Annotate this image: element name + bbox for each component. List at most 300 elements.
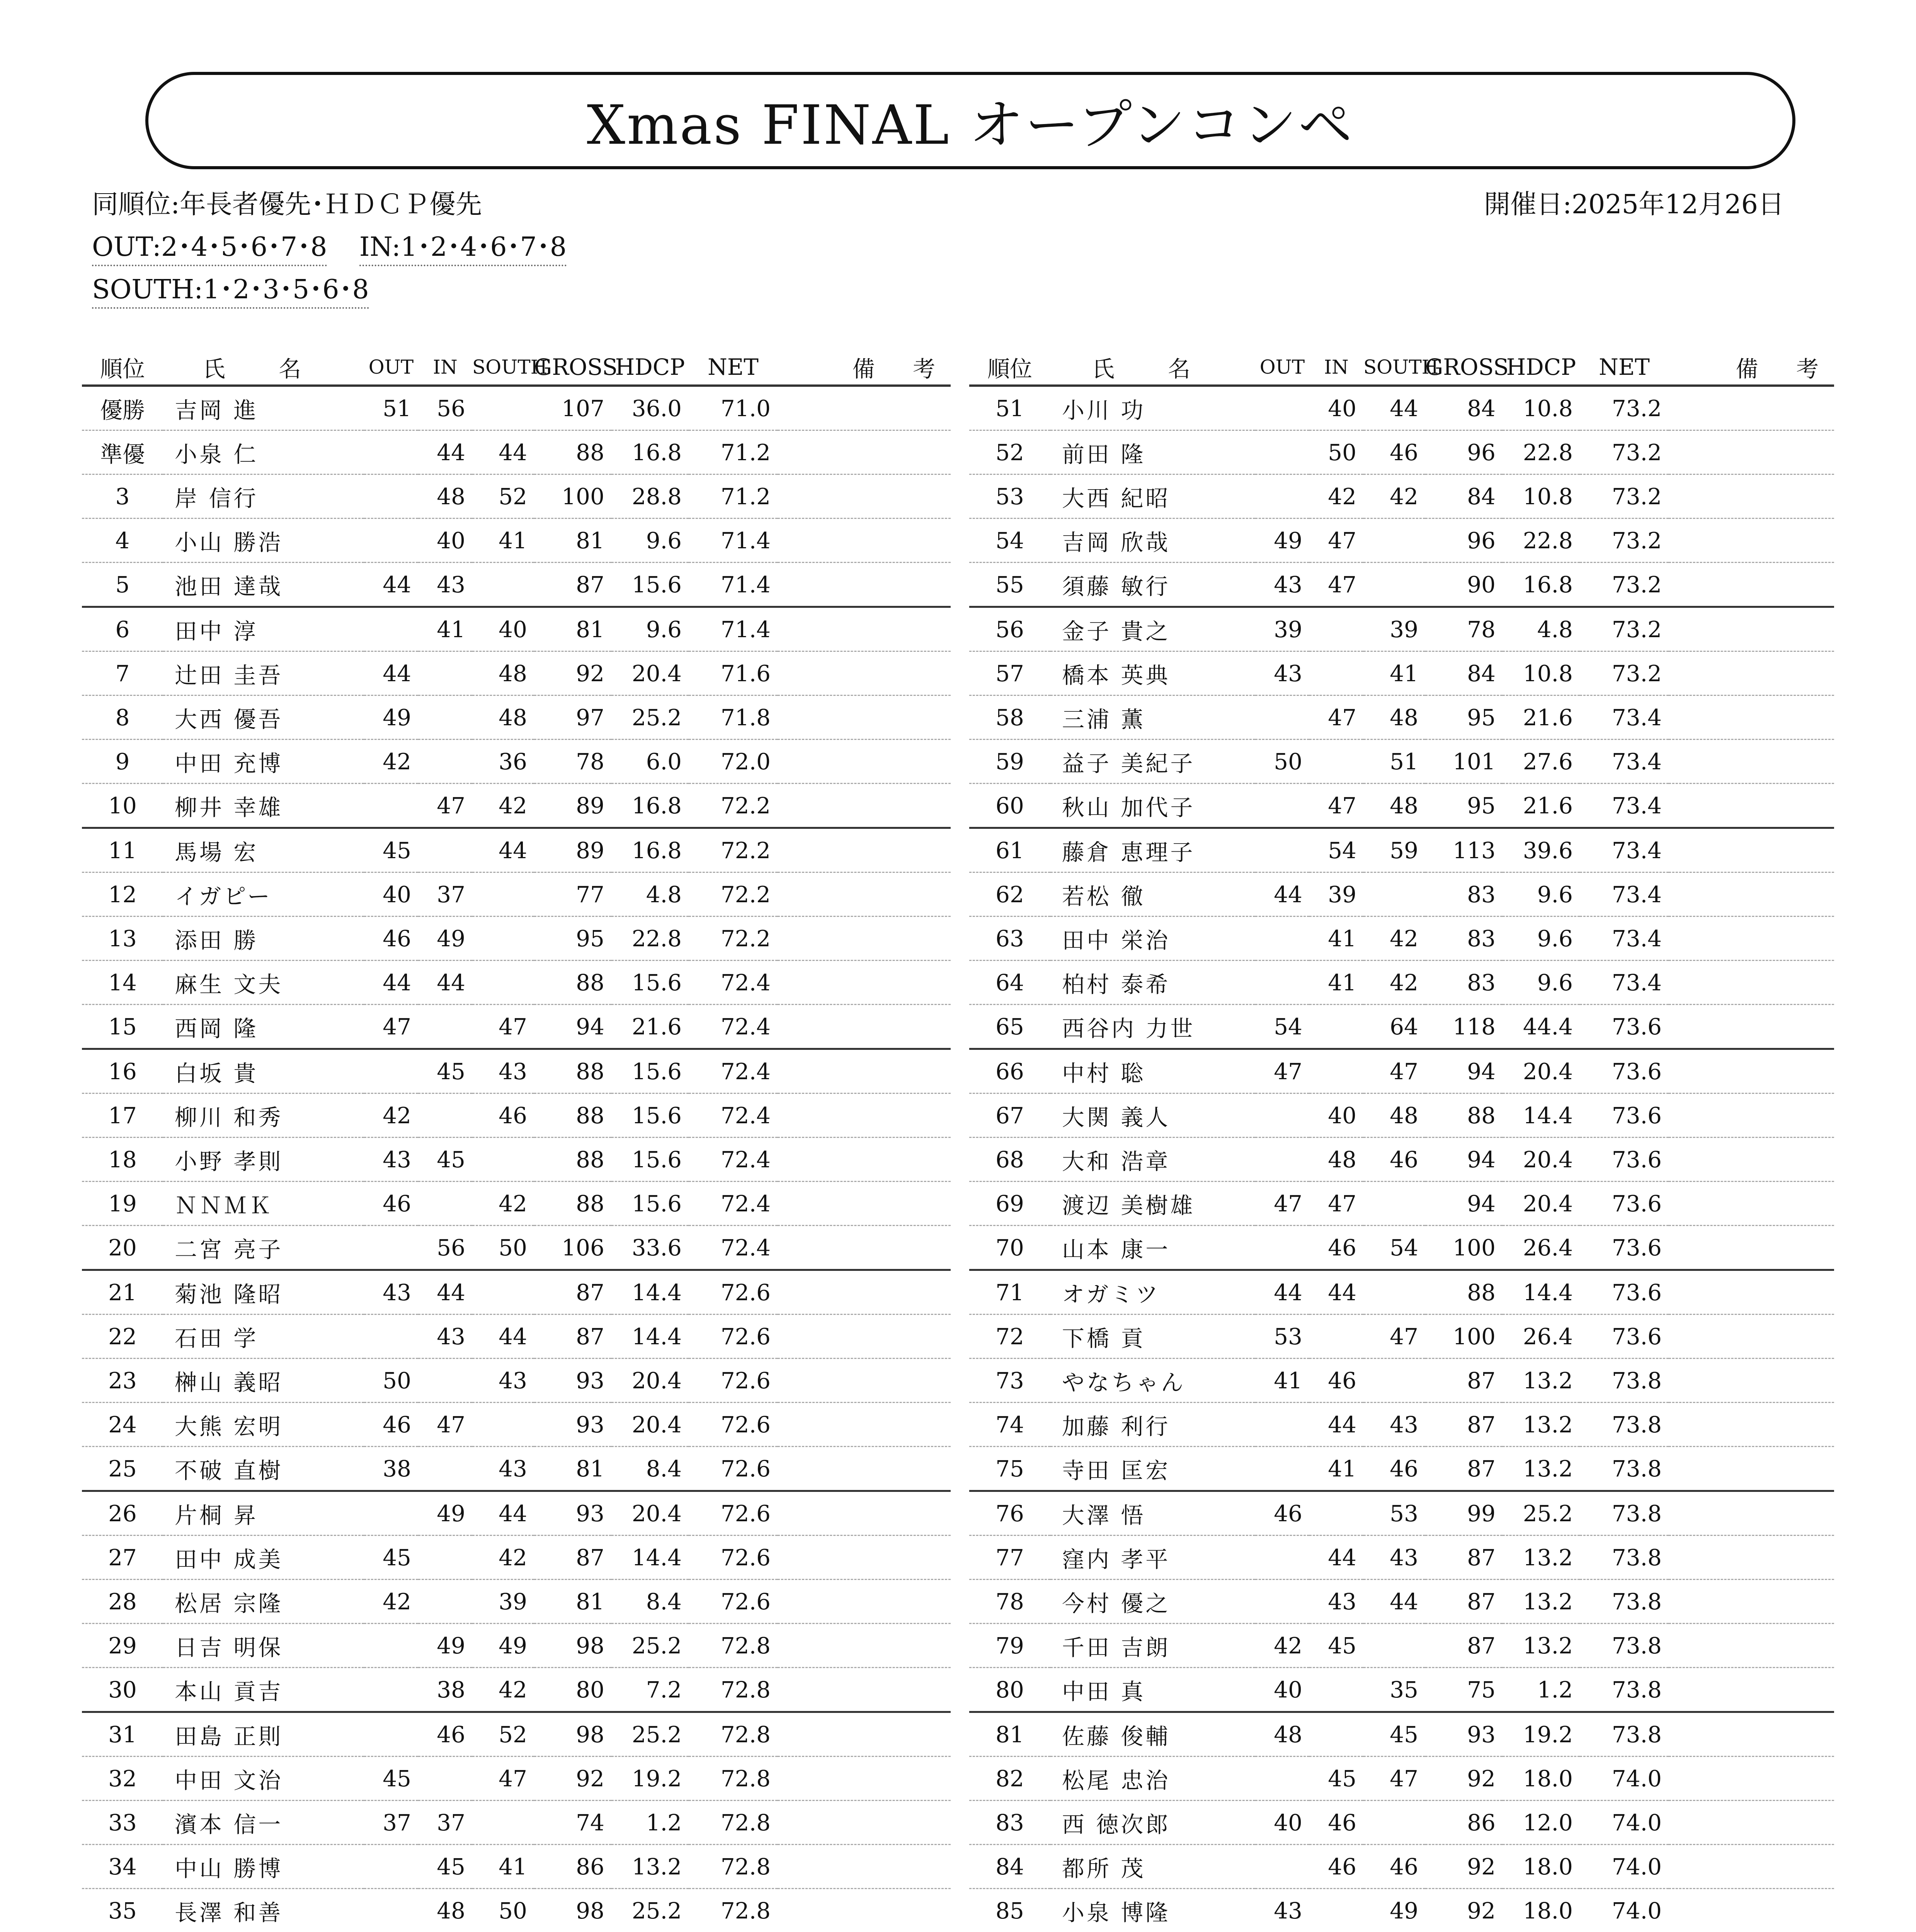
out-cell: 47: [1255, 1049, 1309, 1094]
col-net: NET: [1580, 350, 1669, 386]
name-cell: 田島 正則: [163, 1712, 364, 1757]
out-cell: 43: [1255, 651, 1309, 696]
south-cell: 39: [1363, 607, 1425, 651]
remarks-cell: [778, 430, 951, 474]
table-row: [969, 474, 1834, 519]
net-cell: 72.8: [689, 1801, 778, 1845]
table-row: [82, 563, 951, 607]
name-cell: 西岡 隆: [163, 1005, 364, 1049]
out-cell: 46: [364, 1182, 418, 1226]
hdcp-cell: 19.2: [611, 1757, 689, 1801]
gross-cell: 94: [1425, 1138, 1503, 1182]
name-cell: 日吉 明保: [163, 1624, 364, 1668]
gross-cell: 87: [534, 563, 611, 607]
net-cell: 72.6: [689, 1403, 778, 1447]
rank-cell: 60: [969, 784, 1050, 828]
net-cell: 72.8: [689, 1889, 778, 1932]
gross-cell: 98: [534, 1712, 611, 1757]
rank-cell: 13: [82, 917, 163, 961]
table-row: [82, 1580, 951, 1624]
remarks-cell: [1669, 1712, 1834, 1757]
rank-cell: 69: [969, 1182, 1050, 1226]
table-row: [969, 1359, 1834, 1403]
south-cell: 42: [1363, 474, 1425, 519]
remarks-cell: [1669, 1580, 1834, 1624]
hdcp-cell: 10.8: [1503, 386, 1580, 430]
in-cell: [1309, 1668, 1363, 1712]
south-cell: [472, 386, 534, 430]
table-row: [969, 1403, 1834, 1447]
gross-cell: 97: [534, 696, 611, 740]
gross-cell: 80: [534, 1668, 611, 1712]
col-in: IN: [418, 350, 472, 386]
net-cell: 73.8: [1580, 1403, 1669, 1447]
remarks-cell: [1669, 1005, 1834, 1049]
hdcp-cell: 14.4: [1503, 1270, 1580, 1315]
name-cell: 馬場 宏: [163, 828, 364, 872]
in-cell: [418, 1094, 472, 1138]
out-cell: 45: [364, 828, 418, 872]
name-cell: 小泉 仁: [163, 430, 364, 474]
remarks-cell: [778, 828, 951, 872]
table-row: [969, 1536, 1834, 1580]
rank-cell: 9: [82, 740, 163, 784]
rank-cell: 70: [969, 1226, 1050, 1270]
net-cell: 73.8: [1580, 1580, 1669, 1624]
name-cell: 藤倉 恵理子: [1050, 828, 1255, 872]
table-row: [969, 696, 1834, 740]
table-row: [82, 1668, 951, 1712]
table-row: [82, 872, 951, 917]
in-cell: [1309, 740, 1363, 784]
name-cell: 岸 信行: [163, 474, 364, 519]
rank-cell: 68: [969, 1138, 1050, 1182]
south-cell: 36: [472, 740, 534, 784]
gross-cell: 94: [534, 1005, 611, 1049]
out-cell: 49: [1255, 519, 1309, 563]
rank-cell: 33: [82, 1801, 163, 1845]
out-cell: [364, 430, 418, 474]
in-cell: 46: [418, 1712, 472, 1757]
rank-cell: 78: [969, 1580, 1050, 1624]
table-row: [969, 961, 1834, 1005]
table-row: [969, 1889, 1834, 1932]
gross-cell: 83: [1425, 917, 1503, 961]
net-cell: 73.6: [1580, 1094, 1669, 1138]
remarks-cell: [778, 607, 951, 651]
hdcp-cell: 26.4: [1503, 1315, 1580, 1359]
net-cell: 72.8: [689, 1757, 778, 1801]
in-cell: 46: [1309, 1226, 1363, 1270]
remarks-cell: [1669, 1359, 1834, 1403]
in-cell: [1309, 651, 1363, 696]
hdcp-cell: 13.2: [1503, 1447, 1580, 1491]
in-cell: [1309, 1491, 1363, 1536]
out-cell: [364, 1845, 418, 1889]
gross-cell: 88: [534, 1138, 611, 1182]
remarks-cell: [778, 696, 951, 740]
table-row: [969, 651, 1834, 696]
gross-cell: 98: [534, 1624, 611, 1668]
name-cell: 添田 勝: [163, 917, 364, 961]
hdcp-cell: 16.8: [611, 828, 689, 872]
table-row: [82, 1359, 951, 1403]
remarks-cell: [778, 1447, 951, 1491]
remarks-cell: [1669, 1403, 1834, 1447]
gross-cell: 87: [534, 1536, 611, 1580]
table-row: [82, 1447, 951, 1491]
net-cell: 73.2: [1580, 519, 1669, 563]
out-cell: 43: [364, 1270, 418, 1315]
col-out: OUT: [1255, 350, 1309, 386]
net-cell: 73.8: [1580, 1668, 1669, 1712]
name-cell: 中田 真: [1050, 1668, 1255, 1712]
remarks-cell: [1669, 519, 1834, 563]
table-row: [969, 1226, 1834, 1270]
south-cell: 42: [472, 784, 534, 828]
table-row: [969, 1757, 1834, 1801]
rank-cell: 35: [82, 1889, 163, 1932]
table-row: [969, 563, 1834, 607]
rank-cell: 76: [969, 1491, 1050, 1536]
remarks-cell: [778, 740, 951, 784]
net-cell: 73.8: [1580, 1359, 1669, 1403]
name-cell: 柳川 和秀: [163, 1094, 364, 1138]
name-cell: 麻生 文夫: [163, 961, 364, 1005]
rank-cell: 23: [82, 1359, 163, 1403]
net-cell: 73.8: [1580, 1712, 1669, 1757]
out-cell: 48: [1255, 1712, 1309, 1757]
south-cell: 42: [472, 1536, 534, 1580]
col-rank: 順位: [969, 350, 1050, 386]
net-cell: 73.2: [1580, 386, 1669, 430]
gross-cell: 90: [1425, 563, 1503, 607]
name-cell: 佐藤 俊輔: [1050, 1712, 1255, 1757]
name-cell: 大西 優吾: [163, 696, 364, 740]
in-cell: [1309, 1049, 1363, 1094]
net-cell: 72.4: [689, 1226, 778, 1270]
col-in: IN: [1309, 350, 1363, 386]
south-cell: 50: [472, 1226, 534, 1270]
in-cell: [1309, 1889, 1363, 1932]
out-cell: [1255, 696, 1309, 740]
gross-cell: 77: [534, 872, 611, 917]
name-cell: 不破 直樹: [163, 1447, 364, 1491]
out-cell: [364, 1624, 418, 1668]
header-row: [82, 350, 951, 386]
table-row: [82, 651, 951, 696]
net-cell: 73.2: [1580, 563, 1669, 607]
south-cell: 42: [472, 1668, 534, 1712]
gross-cell: 98: [534, 1889, 611, 1932]
remarks-cell: [778, 1359, 951, 1403]
name-cell: 都所 茂: [1050, 1845, 1255, 1889]
out-cell: [1255, 1447, 1309, 1491]
rank-cell: 3: [82, 474, 163, 519]
in-cell: 45: [418, 1049, 472, 1094]
name-cell: 小野 孝則: [163, 1138, 364, 1182]
out-cell: 43: [364, 1138, 418, 1182]
name-cell: 今村 優之: [1050, 1580, 1255, 1624]
remarks-cell: [1669, 1845, 1834, 1889]
rank-cell: 準優: [82, 430, 163, 474]
in-cell: [1309, 607, 1363, 651]
remarks-cell: [1669, 828, 1834, 872]
in-cell: 50: [1309, 430, 1363, 474]
net-cell: 72.2: [689, 917, 778, 961]
in-cell: 48: [418, 474, 472, 519]
south-cell: [1363, 872, 1425, 917]
name-cell: 松尾 忠治: [1050, 1757, 1255, 1801]
remarks-cell: [1669, 1138, 1834, 1182]
hdcp-cell: 28.8: [611, 474, 689, 519]
south-cell: 42: [1363, 917, 1425, 961]
net-cell: 71.2: [689, 430, 778, 474]
remarks-cell: [778, 1491, 951, 1536]
table-row: [969, 1049, 1834, 1094]
in-cell: 56: [418, 1226, 472, 1270]
col-out: OUT: [364, 350, 418, 386]
south-cell: 47: [1363, 1049, 1425, 1094]
remarks-cell: [778, 1712, 951, 1757]
rank-cell: 62: [969, 872, 1050, 917]
in-cell: 44: [418, 1270, 472, 1315]
south-cell: [472, 1270, 534, 1315]
hdcp-cell: 16.8: [611, 430, 689, 474]
hdcp-cell: 18.0: [1503, 1845, 1580, 1889]
hdcp-cell: 14.4: [611, 1270, 689, 1315]
name-cell: 大関 義人: [1050, 1094, 1255, 1138]
tie-rule: 同順位:年長者優先･ＨＤＣＰ優先: [92, 189, 482, 220]
hdcp-cell: 15.6: [611, 563, 689, 607]
name-cell: 中田 充博: [163, 740, 364, 784]
in-cell: [418, 740, 472, 784]
hdcp-cell: 33.6: [611, 1226, 689, 1270]
net-cell: 71.4: [689, 607, 778, 651]
south-cell: 45: [1363, 1712, 1425, 1757]
hdcp-cell: 12.0: [1503, 1801, 1580, 1845]
in-cell: 40: [1309, 1094, 1363, 1138]
rank-cell: 20: [82, 1226, 163, 1270]
south-cell: 41: [1363, 651, 1425, 696]
name-cell: 大熊 宏明: [163, 1403, 364, 1447]
net-cell: 72.8: [689, 1624, 778, 1668]
rank-cell: 25: [82, 1447, 163, 1491]
name-cell: 小川 功: [1050, 386, 1255, 430]
name-cell: 松居 宗隆: [163, 1580, 364, 1624]
hdcp-cell: 14.4: [611, 1536, 689, 1580]
in-cell: [418, 1536, 472, 1580]
gross-cell: 81: [534, 1580, 611, 1624]
out-cell: 42: [364, 1580, 418, 1624]
in-cell: [418, 1182, 472, 1226]
name-cell: 窪内 孝平: [1050, 1536, 1255, 1580]
hdcp-cell: 14.4: [1503, 1094, 1580, 1138]
rank-cell: 6: [82, 607, 163, 651]
rank-cell: 58: [969, 696, 1050, 740]
remarks-cell: [1669, 1801, 1834, 1845]
hdcp-cell: 20.4: [611, 1491, 689, 1536]
in-cell: 46: [1309, 1801, 1363, 1845]
gross-cell: 92: [1425, 1889, 1503, 1932]
table-row: [82, 917, 951, 961]
gross-cell: 83: [1425, 961, 1503, 1005]
table-row: [82, 696, 951, 740]
hdcp-cell: 21.6: [611, 1005, 689, 1049]
hdcp-cell: 27.6: [1503, 740, 1580, 784]
out-cell: [1255, 1757, 1309, 1801]
gross-cell: 86: [534, 1845, 611, 1889]
table-row: [969, 1624, 1834, 1668]
name-cell: 若松 徹: [1050, 872, 1255, 917]
name-cell: 長澤 和善: [163, 1889, 364, 1932]
out-cell: [1255, 828, 1309, 872]
out-cell: 40: [364, 872, 418, 917]
in-cell: 43: [418, 1315, 472, 1359]
net-cell: 72.2: [689, 784, 778, 828]
table-row: [82, 386, 951, 430]
in-cell: [418, 696, 472, 740]
remarks-cell: [778, 1801, 951, 1845]
rank-cell: 14: [82, 961, 163, 1005]
net-cell: 71.6: [689, 651, 778, 696]
out-cell: 44: [364, 961, 418, 1005]
net-cell: 73.4: [1580, 784, 1669, 828]
hdcp-cell: 13.2: [1503, 1624, 1580, 1668]
remarks-cell: [1669, 1889, 1834, 1932]
rank-cell: 8: [82, 696, 163, 740]
gross-cell: 113: [1425, 828, 1503, 872]
gross-cell: 96: [1425, 519, 1503, 563]
hdcp-cell: 25.2: [1503, 1491, 1580, 1536]
rank-cell: 63: [969, 917, 1050, 961]
hdcp-cell: 18.0: [1503, 1757, 1580, 1801]
rank-cell: 12: [82, 872, 163, 917]
name-cell: 田中 成美: [163, 1536, 364, 1580]
hdcp-cell: 4.8: [611, 872, 689, 917]
rank-cell: 56: [969, 607, 1050, 651]
hdcp-cell: 25.2: [611, 1624, 689, 1668]
hole-selection-front: [92, 228, 567, 267]
rank-cell: 24: [82, 1403, 163, 1447]
net-cell: 71.4: [689, 563, 778, 607]
table-row: [969, 1094, 1834, 1138]
south-cell: 35: [1363, 1668, 1425, 1712]
table-row: [82, 607, 951, 651]
net-cell: 72.6: [689, 1270, 778, 1315]
south-cell: 46: [472, 1094, 534, 1138]
table-row: [969, 1005, 1834, 1049]
table-row: [82, 1757, 951, 1801]
remarks-cell: [778, 1315, 951, 1359]
name-cell: 大澤 悟: [1050, 1491, 1255, 1536]
event-date: 開催日:2025年12月26日: [1484, 189, 1785, 220]
net-cell: 73.6: [1580, 1270, 1669, 1315]
out-cell: 47: [1255, 1182, 1309, 1226]
south-cell: [1363, 1624, 1425, 1668]
remarks-cell: [1669, 961, 1834, 1005]
name-cell: 金子 貴之: [1050, 607, 1255, 651]
out-cell: [1255, 1580, 1309, 1624]
remarks-cell: [778, 1226, 951, 1270]
net-cell: 72.2: [689, 828, 778, 872]
hdcp-cell: 25.2: [611, 696, 689, 740]
hdcp-cell: 4.8: [1503, 607, 1580, 651]
south-cell: 46: [1363, 1138, 1425, 1182]
in-cell: 41: [418, 607, 472, 651]
name-cell: 小山 勝浩: [163, 519, 364, 563]
rank-cell: 11: [82, 828, 163, 872]
table-row: [969, 1315, 1834, 1359]
remarks-cell: [1669, 696, 1834, 740]
net-cell: 72.4: [689, 961, 778, 1005]
out-cell: 40: [1255, 1668, 1309, 1712]
rank-cell: 77: [969, 1536, 1050, 1580]
in-cell: 44: [418, 961, 472, 1005]
remarks-cell: [778, 1757, 951, 1801]
rank-cell: 16: [82, 1049, 163, 1094]
gross-cell: 118: [1425, 1005, 1503, 1049]
hdcp-cell: 22.8: [611, 917, 689, 961]
remarks-cell: [1669, 1315, 1834, 1359]
net-cell: 73.4: [1580, 696, 1669, 740]
remarks-cell: [1669, 917, 1834, 961]
out-cell: 39: [1255, 607, 1309, 651]
table-row: [82, 1049, 951, 1094]
table-row: [969, 740, 1834, 784]
gross-cell: 88: [534, 1182, 611, 1226]
name-cell: 白坂 貴: [163, 1049, 364, 1094]
south-cell: [472, 1403, 534, 1447]
out-cell: [364, 1889, 418, 1932]
in-cell: 45: [1309, 1624, 1363, 1668]
south-cell: 48: [1363, 696, 1425, 740]
south-cell: [1363, 1182, 1425, 1226]
rank-cell: 54: [969, 519, 1050, 563]
south-cell: 47: [472, 1005, 534, 1049]
rank-cell: 72: [969, 1315, 1050, 1359]
results-body-left: [82, 386, 951, 1932]
south-cell: 52: [472, 1712, 534, 1757]
table-row: [82, 1270, 951, 1315]
table-row: [969, 917, 1834, 961]
in-cell: 49: [418, 1624, 472, 1668]
table-row: [969, 1580, 1834, 1624]
table-row: [969, 828, 1834, 872]
south-cell: [472, 961, 534, 1005]
net-cell: 72.4: [689, 1005, 778, 1049]
out-cell: [1255, 917, 1309, 961]
header-row: [969, 350, 1834, 386]
table-row: [82, 1491, 951, 1536]
gross-cell: 89: [534, 784, 611, 828]
in-cell: 44: [1309, 1403, 1363, 1447]
name-cell: 西谷内 力世: [1050, 1005, 1255, 1049]
out-cell: 38: [364, 1447, 418, 1491]
rank-cell: 61: [969, 828, 1050, 872]
net-cell: 73.4: [1580, 917, 1669, 961]
in-cell: 47: [1309, 563, 1363, 607]
net-cell: 74.0: [1580, 1801, 1669, 1845]
gross-cell: 100: [1425, 1315, 1503, 1359]
south-cell: 44: [472, 1491, 534, 1536]
name-cell: ＮＮＭＫ: [163, 1182, 364, 1226]
net-cell: 73.2: [1580, 474, 1669, 519]
remarks-cell: [778, 474, 951, 519]
out-cell: [1255, 1536, 1309, 1580]
in-cell: 37: [418, 872, 472, 917]
col-remarks: 備 考: [1669, 350, 1834, 386]
